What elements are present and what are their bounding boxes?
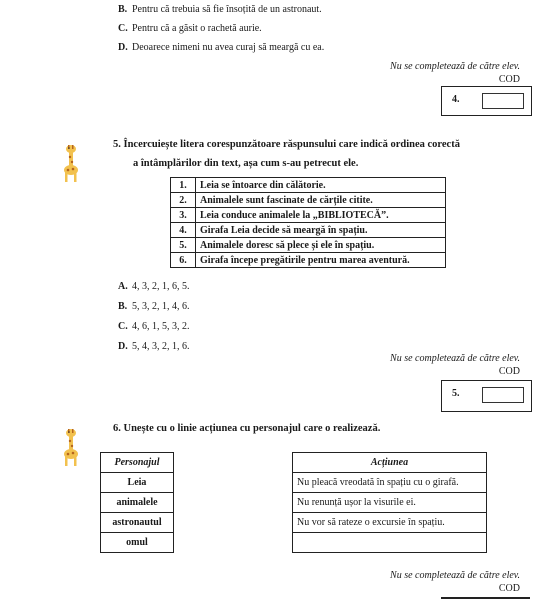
q5-title-line2: a întâmplărilor din text, așa cum s-au petrecut ele. <box>133 158 359 169</box>
q5-option-c[interactable] <box>118 321 190 332</box>
cod-label: COD <box>498 366 520 377</box>
teacher-note: Nu se completează de către elev. <box>390 570 520 581</box>
action-cell[interactable]: Nu pleacă vreodată în spațiu cu o girafă. <box>293 473 487 493</box>
table-row[interactable] <box>293 513 487 533</box>
score-box-4 <box>441 86 532 116</box>
table-row <box>171 238 446 253</box>
event-number: 6. <box>171 253 196 268</box>
q5-option-d[interactable] <box>118 341 190 352</box>
option-text: 4, 3, 2, 1, 6, 5. <box>132 281 190 292</box>
score-field[interactable] <box>482 387 524 403</box>
event-number: 1. <box>171 178 196 193</box>
table-row[interactable] <box>101 473 174 493</box>
table-row[interactable] <box>101 513 174 533</box>
prev-option-b[interactable] <box>118 4 322 15</box>
table-row <box>171 178 446 193</box>
table-row <box>171 208 446 223</box>
character-cell[interactable]: animalele <box>101 493 174 513</box>
option-letter: D. <box>118 42 128 53</box>
cod-label: COD <box>498 74 520 85</box>
event-text: Animalele doresc să plece și ele în spațiu. <box>196 238 446 253</box>
q5-option-a[interactable] <box>118 281 190 292</box>
option-letter: B. <box>118 301 128 312</box>
option-text: Pentru că trebuia să fie însoțită de un astronaut. <box>132 4 322 15</box>
actions-header: Acțiunea <box>293 453 487 473</box>
event-number: 3. <box>171 208 196 223</box>
event-number: 2. <box>171 193 196 208</box>
cod-label: COD <box>498 583 520 594</box>
actions-table <box>292 452 487 553</box>
events-table <box>170 177 446 268</box>
option-letter: C. <box>118 321 128 332</box>
characters-table <box>100 452 174 553</box>
option-letter: A. <box>118 281 128 292</box>
option-text: Pentru că a găsit o rachetă aurie. <box>132 23 262 34</box>
q5-option-b[interactable] <box>118 301 190 312</box>
option-text: Deoarece nimeni nu avea curaj să meargă cu ea. <box>132 42 325 53</box>
option-letter: D. <box>118 341 128 352</box>
score-box-5 <box>441 380 532 412</box>
giraffe-icon <box>60 143 82 183</box>
character-cell[interactable]: Leia <box>101 473 174 493</box>
giraffe-icon <box>60 427 82 467</box>
table-row <box>171 223 446 238</box>
teacher-note: Nu se completează de către elev. <box>390 353 520 364</box>
table-row <box>101 453 174 473</box>
prev-option-d[interactable] <box>118 42 324 53</box>
event-text: Girafa Leia decide să meargă în spațiu. <box>196 223 446 238</box>
event-number: 4. <box>171 223 196 238</box>
option-text: 5, 4, 3, 2, 1, 6. <box>132 341 190 352</box>
table-row[interactable] <box>293 473 487 493</box>
option-letter: B. <box>118 4 128 15</box>
characters-header: Personajul <box>101 453 174 473</box>
score-field[interactable] <box>482 93 524 109</box>
table-row <box>171 253 446 268</box>
table-row[interactable] <box>101 533 174 553</box>
action-cell[interactable]: Nu vor să rateze o excursie în spațiu. <box>293 513 487 533</box>
table-row <box>171 193 446 208</box>
event-text: Leia conduce animalele la „BIBLIOTECĂ”. <box>196 208 446 223</box>
teacher-note: Nu se completează de către elev. <box>390 61 520 72</box>
prev-option-c[interactable] <box>118 23 262 34</box>
table-row[interactable] <box>101 493 174 513</box>
event-text: Animalele sunt fascinate de cărțile citite. <box>196 193 446 208</box>
score-box-6-top <box>441 597 530 599</box>
event-number: 5. <box>171 238 196 253</box>
character-cell[interactable]: astronautul <box>101 513 174 533</box>
action-cell[interactable]: Nu renunță ușor la visurile ei. <box>293 493 487 513</box>
option-text: 4, 6, 1, 5, 3, 2. <box>132 321 190 332</box>
table-row <box>293 453 487 473</box>
q5-title-line1: 5. Încercuiește litera corespunzătoare răspunsului care indică ordinea corectă <box>113 139 460 150</box>
score-box-number: 5. <box>452 388 460 399</box>
option-letter: C. <box>118 23 128 34</box>
action-cell[interactable] <box>293 533 487 553</box>
event-text: Girafa începe pregătirile pentru marea aventură. <box>196 253 446 268</box>
q6-title: 6. Unește cu o linie acțiunea cu personajul care o realizează. <box>113 423 381 434</box>
event-text: Leia se întoarce din călătorie. <box>196 178 446 193</box>
character-cell[interactable]: omul <box>101 533 174 553</box>
table-row[interactable] <box>293 493 487 513</box>
option-text: 5, 3, 2, 1, 4, 6. <box>132 301 190 312</box>
table-row[interactable] <box>293 533 487 553</box>
score-box-number: 4. <box>452 94 460 105</box>
